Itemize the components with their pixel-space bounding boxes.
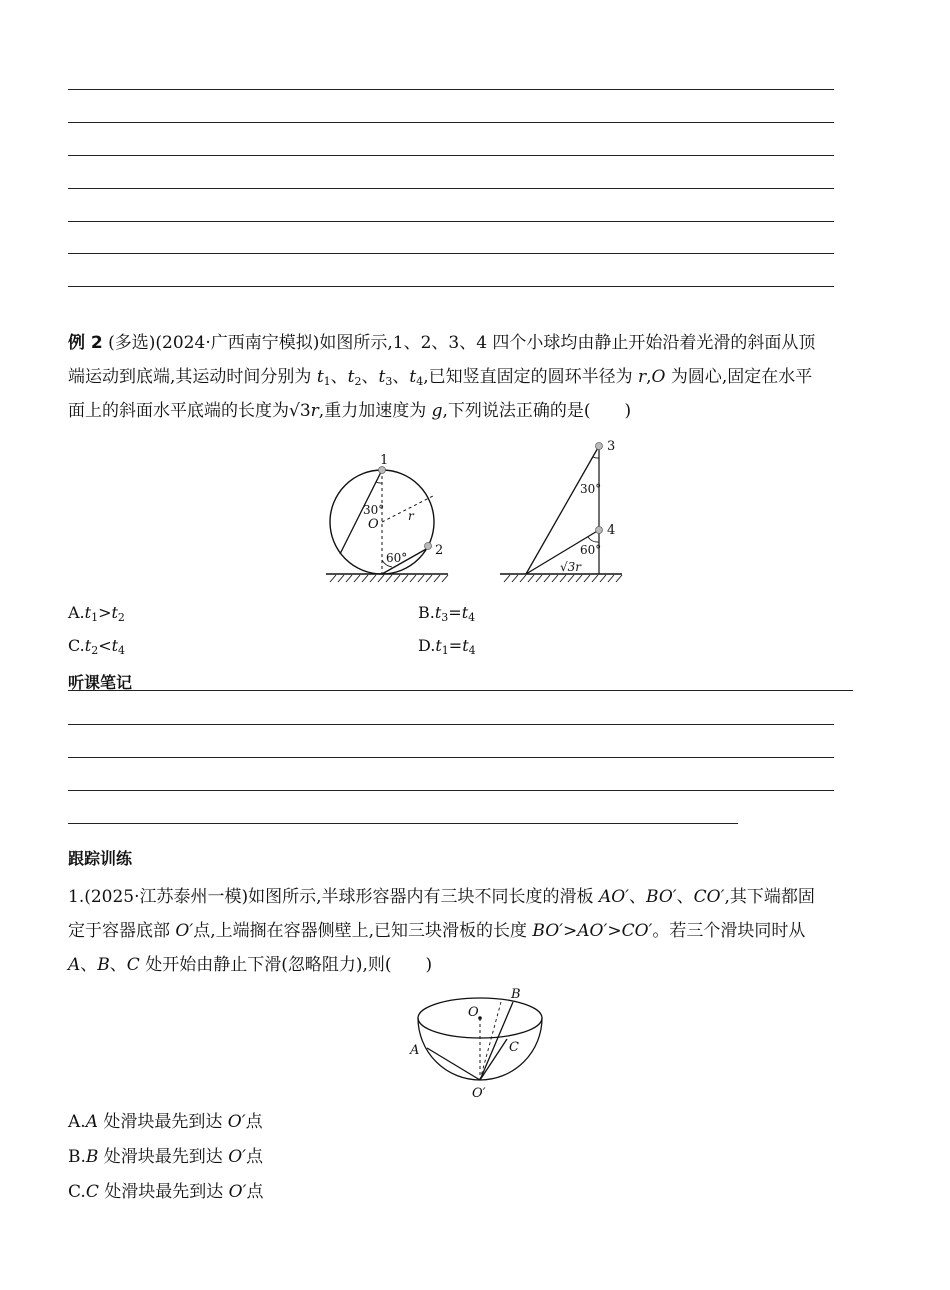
svg-text:O: O <box>468 1005 479 1020</box>
notes-heading: 听课笔记 <box>68 673 133 692</box>
svg-text:1: 1 <box>380 453 389 468</box>
example2-question: 例 2 (多选)(2024·广西南宁模拟)如图所示,1、2、3、4 四个小球均由静止开始沿着光滑的斜面从顶 端运动到底端,其运动时间分别为 $t_1$、$t_2$、$t_3$、$t_4$,已知竖直固定的圆环半径为 r,O 为圆心,固定在水平 面上的斜面水平底端的长度为√3r,重力加速度为 g,下列说法正确的是( ) <box>68 333 816 421</box>
hemisphere-figure <box>405 984 555 1102</box>
writing-line <box>68 188 834 189</box>
option-a[interactable]: $A.t_1>t_2$ <box>68 603 125 624</box>
example-label: 例 2 <box>68 333 103 353</box>
svg-text:60°: 60° <box>580 543 602 557</box>
svg-text:4: 4 <box>607 523 616 538</box>
svg-text:3: 3 <box>607 439 616 454</box>
svg-text:√3r: √3r <box>560 560 582 574</box>
svg-text:2: 2 <box>435 543 444 558</box>
ball-2 <box>425 543 432 550</box>
svg-text:A: A <box>410 1043 420 1058</box>
svg-text:60°: 60° <box>386 551 408 565</box>
training-heading: 跟踪训练 <box>68 849 133 868</box>
option-c[interactable]: $C.t_2<t_4$ <box>68 636 126 657</box>
writing-line <box>68 253 834 254</box>
svg-text:B: B <box>511 987 521 1002</box>
option-b[interactable]: $B.t_3=t_4$ <box>418 603 476 624</box>
svg-text:30°: 30° <box>363 503 385 517</box>
writing-line <box>68 122 834 123</box>
ball-4 <box>596 527 603 534</box>
writing-line <box>68 790 834 791</box>
writing-line <box>68 89 834 90</box>
problem1-option-a[interactable]: A.A 处滑块最先到达 O′点 <box>68 1112 263 1132</box>
option-d[interactable]: $D.t_1=t_4$ <box>418 636 476 657</box>
writing-line <box>68 286 834 287</box>
writing-line <box>68 724 834 725</box>
svg-text:O′: O′ <box>472 1086 486 1101</box>
ball-3 <box>596 443 603 450</box>
incline-figure <box>498 436 638 590</box>
problem1-option-b[interactable]: B.B 处滑块最先到达 O′点 <box>68 1147 264 1167</box>
svg-text:r: r <box>408 509 414 523</box>
problem1-question: 1.(2025·江苏泰州一模)如图所示,半球形容器内有三块不同长度的滑板 AO′、BO′、CO′,其下端都固 定于容器底部 O′点,上端搁在容器侧壁上,已知三块滑板的长度 BO′>AO′>CO′。若三个滑块同时从 A、B、C 处开始由静止下滑(忽略阻力),则( ) <box>68 887 815 975</box>
writing-line <box>68 155 834 156</box>
svg-text:C: C <box>509 1040 519 1055</box>
svg-text:O: O <box>368 517 379 532</box>
writing-line <box>68 757 834 758</box>
writing-line <box>68 221 834 222</box>
notes-heading-rule <box>68 690 853 691</box>
problem1-option-c[interactable]: C.C 处滑块最先到达 O′点 <box>68 1182 264 1202</box>
writing-line <box>68 823 738 824</box>
circle-figure <box>320 450 460 590</box>
svg-text:30°: 30° <box>580 482 602 496</box>
